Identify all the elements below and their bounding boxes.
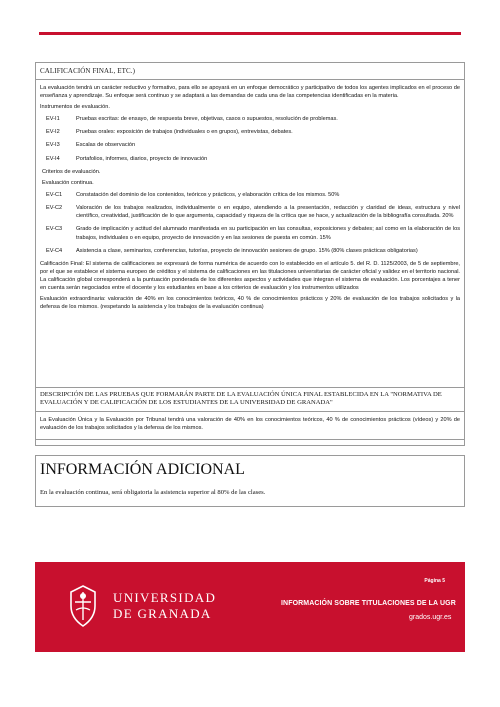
ugr-crest-icon: [65, 584, 101, 628]
top-red-rule: [39, 32, 461, 35]
continuous-label: Evaluación continua.: [42, 179, 94, 186]
evaluation-body: [36, 80, 464, 316]
additional-body: [36, 484, 464, 506]
instrument-item: [46, 155, 460, 163]
criterion-code: EV-C1: [46, 191, 63, 198]
single-eval-section: [35, 387, 465, 446]
info-title: INFORMACIÓN SOBRE TITULACIONES DE LA UGR: [281, 600, 456, 607]
instrument-item: [46, 128, 460, 136]
instrument-code: EV-I4: [46, 155, 60, 162]
page-number: Página 5: [424, 578, 445, 584]
instrument-code: EV-I2: [46, 129, 60, 136]
criterion-text: Asistencia a clase, seminarios, conferencias, tutorías, proyecto de innovación sesiones de grupo. 15% (80% clases prácticas obligatorias): [76, 247, 418, 254]
criterion-text: Valoración de los trabajos realizados, individualmente o en equipo, atendiendo a la presentación, redacción y claridad de ideas, estructura y nivel científico, creatividad, justificación de lo que argumenta, capacidad y riqueza de la crítica que se hace, y actualización de la bibliografía consultada. 20%: [76, 205, 460, 220]
criterion-code: EV-C3: [46, 226, 63, 233]
criterion-item: [46, 225, 460, 241]
intro-paragraph: La evaluación tendrá un carácter reductivo y formativo, para ello se apoyará en un enfoque democrático y participativo de todos los agentes implicados en el proceso de enseñanza y aprendizaje. Su enfoque será continuo y se adaptará a las demandas de cada una de las competencias identificadas en la materia.: [40, 85, 460, 99]
ugr-footer-banner: [35, 562, 465, 652]
university-name-line2: DE GRANADA: [113, 606, 212, 621]
criterion-item: [46, 247, 460, 255]
single-eval-body: [36, 412, 464, 445]
criterion-item: [46, 204, 460, 220]
instruments-label: Instrumentos de evaluación.: [40, 104, 110, 110]
evaluation-section: [35, 62, 465, 440]
instrument-item: [46, 115, 460, 123]
instrument-item: [46, 141, 460, 149]
single-eval-paragraph: La Evaluación Única y la Evaluación por Tribunal tendrá una valoración de 40% en los conocimientos teóricos, 40 % de conocimientos prácticos (vídeos) y 20% de evaluación de los trabajos solicitados y la defensa de los mismos.: [40, 416, 460, 431]
criterion-code: EV-C2: [46, 205, 63, 212]
criterion-text: Grado de implicación y actitud del alumnado manifestada en su participación en las consultas, exposiciones y debates; así como en la elaboración de los trabajos, individuales o en equipo, proyecto de innovación y en las sesiones de puesta en común. 15%: [76, 226, 460, 241]
criterion-code: EV-C4: [46, 247, 63, 254]
criterion-item: [46, 191, 460, 199]
section-header: CALIFICACIÓN FINAL, ETC.): [36, 63, 464, 80]
criteria-label: Criterios de evaluación.: [42, 168, 101, 175]
extraordinary-paragraph: Evaluación extraordinaria: valoración de 40% en los conocimientos teóricos, 40 % de conocimientos prácticos y 20% de evaluación de los trabajos solicitados y la defensa de los mismos. (respetando la asistencia y los trabajos de la evaluación continua): [40, 296, 460, 311]
grading-paragraph: Calificación Final: El sistema de calificaciones se expresará de forma numérica de acuerdo con lo establecido en el artículo 5. del R. D. 1125/2003, de 5 de septiembre, por el que se establece el sistema europeo de créditos y el sistema de calificaciones en las titulaciones universitarias de carácter oficial y validez en el territorio nacional. La calificación global corresponderá a la puntuación ponderada de los diferentes aspectos y actividades que integran el sistema de evaluación. Los porcentajes a tener en cuenta serán negociados entre el docente y los estudiantes en base a los criterios de evaluación y los instrumentos utilizados: [40, 261, 460, 292]
instrument-text: Pruebas escritas: de ensayo, de respuesta breve, objetivas, casos o supuestos, resolución de problemas.: [76, 116, 338, 122]
instrument-text: Portafolios, informes, diarios, proyecto de innovación: [76, 155, 208, 162]
instrument-text: Escalas de observación: [76, 142, 136, 149]
instrument-text: Pruebas orales: exposición de trabajos (individuales o en grupos), entrevistas, debates.: [76, 129, 293, 136]
additional-header: INFORMACIÓN ADICIONAL: [40, 461, 245, 478]
additional-paragraph: En la evaluación continua, será obligatoria la asistencia superior al 80% de las clases.: [40, 489, 266, 496]
instrument-code: EV-I3: [46, 142, 60, 149]
university-name-line1: UNIVERSIDAD: [113, 590, 217, 605]
single-eval-header: DESCRIPCIÓN DE LAS PRUEBAS QUE FORMARÁN PARTE DE LA EVALUACIÓN ÚNICA FINAL ESTABLECIDA EN LA "NORMATIVA DE EVALUACIÓN Y DE CALIFICACIÓN DE LOS ESTUDIANTES DE LA UNIVERSIDAD DE GRANADA": [36, 387, 464, 412]
instrument-code: EV-I1: [46, 116, 60, 122]
additional-info-section: [35, 455, 465, 507]
criterion-text: Constatación del dominio de los contenidos, teóricos y prácticos, y elaboración crítica de los mismos. 50%: [76, 191, 340, 198]
site-link[interactable]: grados.ugr.es: [409, 614, 452, 621]
